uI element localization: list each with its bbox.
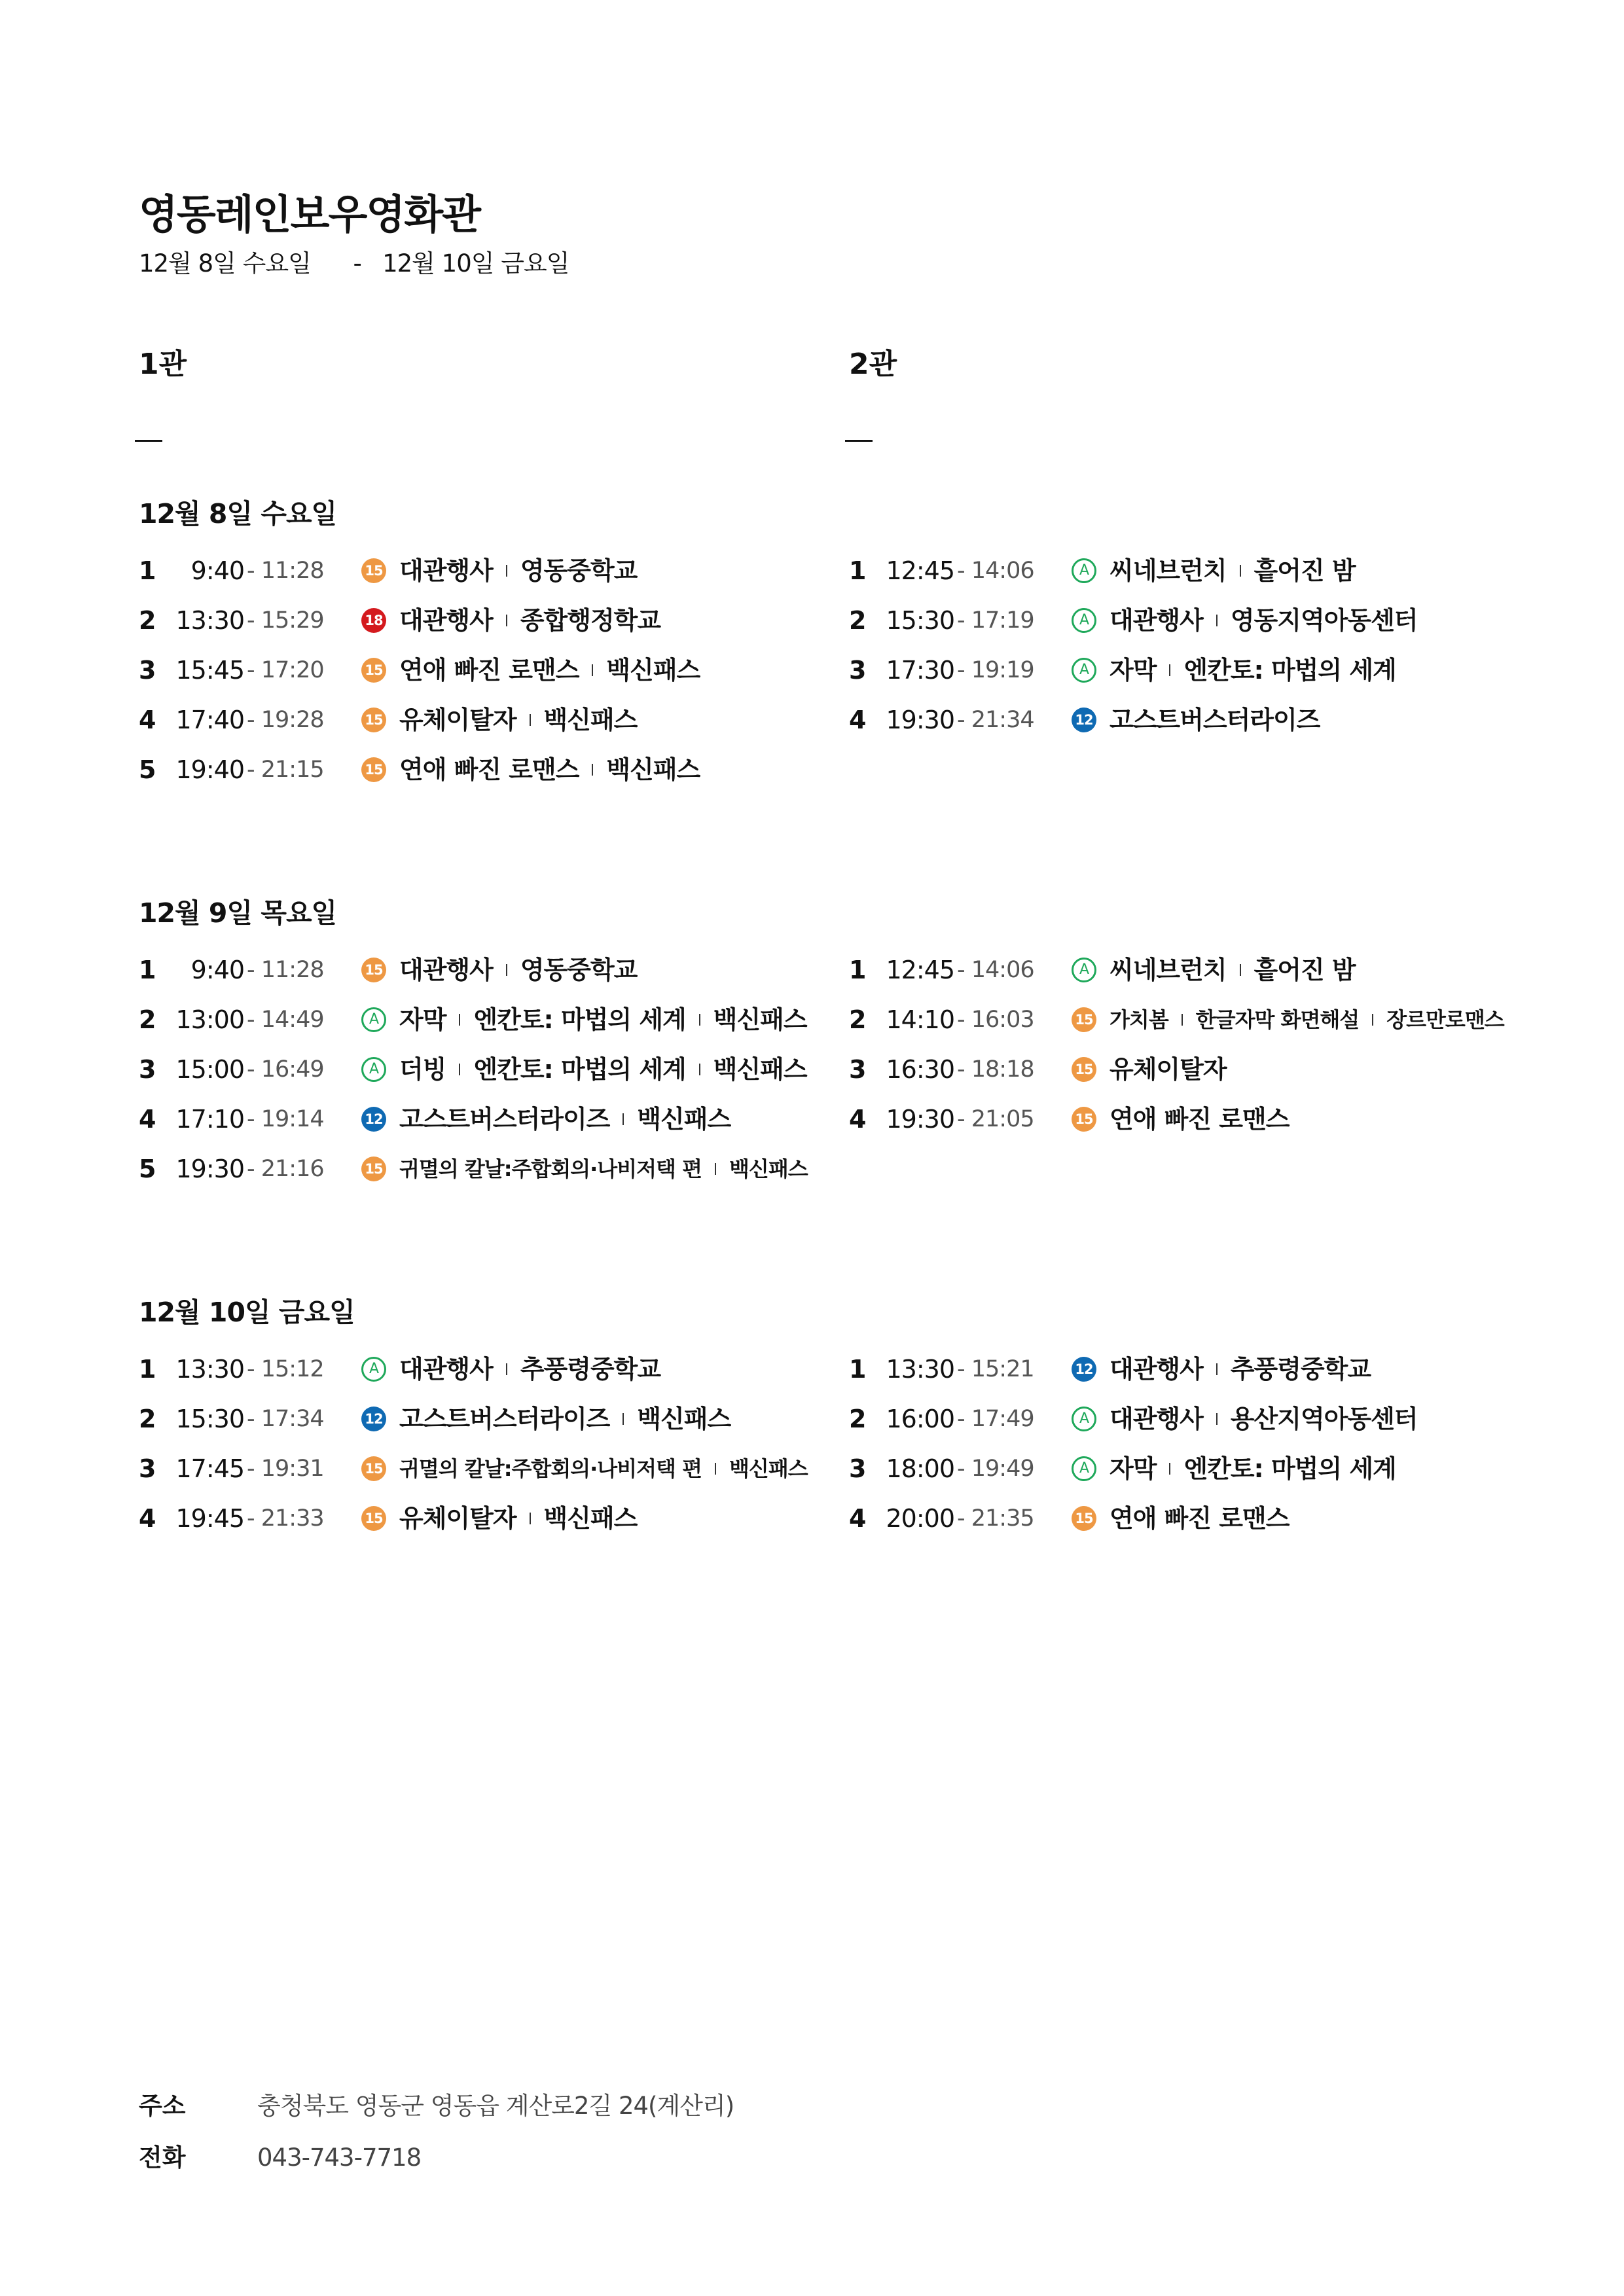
rating-15-icon: 15 xyxy=(1072,1107,1096,1132)
rating-15-icon: 15 xyxy=(361,757,386,782)
start-time: 13:30 xyxy=(886,1355,954,1384)
rating-all-icon: A xyxy=(361,1357,386,1382)
start-time: 19:30 xyxy=(886,706,954,734)
period-end: 12월 10일 금요일 xyxy=(382,249,569,278)
start-time: 16:30 xyxy=(886,1055,954,1084)
day-title: 12월 8일 수요일 xyxy=(139,498,337,529)
screening-title: 유체이탈자 xyxy=(399,706,516,734)
start-time: 19:30 xyxy=(175,1155,244,1183)
screening-title: 씨네브런치 xyxy=(1110,556,1227,585)
separator xyxy=(1240,964,1241,976)
rating-all-icon: A xyxy=(1072,1456,1096,1481)
rating-all-icon: A xyxy=(1072,958,1096,982)
screening-number: 2 xyxy=(849,606,867,635)
screening-number: 2 xyxy=(849,1005,867,1034)
rating-all-icon: A xyxy=(1072,658,1096,683)
start-time: 15:45 xyxy=(175,656,244,685)
screening-note: 영동중학교 xyxy=(520,956,638,984)
separator xyxy=(506,565,507,577)
rating-15-icon: 15 xyxy=(1072,1007,1096,1032)
screening-number: 4 xyxy=(139,706,156,734)
screening-row xyxy=(139,1500,637,1537)
rating-all-icon: A xyxy=(361,1007,386,1032)
screening-number: 3 xyxy=(139,656,156,685)
separator xyxy=(1372,1014,1373,1026)
screening-title: 대관행사 xyxy=(1110,1405,1203,1433)
end-time: - 21:35 xyxy=(957,1505,1034,1532)
screening-note: 백신패스 xyxy=(637,1105,731,1134)
end-time: - 15:21 xyxy=(957,1356,1034,1382)
screening-number: 5 xyxy=(139,1155,156,1183)
screening-number: 5 xyxy=(139,755,156,784)
rating-15-icon: 15 xyxy=(361,708,386,732)
screening-row xyxy=(139,1001,807,1038)
screening-number: 1 xyxy=(849,1355,867,1384)
end-time: - 11:28 xyxy=(247,957,324,983)
end-time: - 14:49 xyxy=(247,1007,324,1033)
screening-note: 용산지역아동센터 xyxy=(1230,1405,1418,1433)
screening-title: 대관행사 xyxy=(399,956,493,984)
phone-label: 전화 xyxy=(139,2144,186,2172)
screening-number: 1 xyxy=(849,956,867,984)
start-time: 13:30 xyxy=(175,1355,244,1384)
end-time: - 16:03 xyxy=(957,1007,1034,1033)
screening-number: 1 xyxy=(849,556,867,585)
start-time: 19:40 xyxy=(175,755,244,784)
schedule-period xyxy=(139,247,569,280)
rating-15-icon: 15 xyxy=(361,1456,386,1481)
separator xyxy=(1169,1463,1170,1475)
end-time: - 15:12 xyxy=(247,1356,324,1382)
end-time: - 21:15 xyxy=(247,757,324,783)
separator xyxy=(506,964,507,976)
separator xyxy=(623,1113,624,1125)
screening-note: 추풍령중학교 xyxy=(520,1355,661,1384)
screening-number: 2 xyxy=(139,1405,156,1433)
screening-title: 연애 빠진 로맨스 xyxy=(399,755,579,784)
separator xyxy=(1216,615,1218,626)
screening-title: 대관행사 xyxy=(399,606,493,635)
screening-row xyxy=(849,1101,1289,1138)
start-time: 12:45 xyxy=(886,956,954,984)
screening-number: 3 xyxy=(849,656,867,685)
separator xyxy=(1240,565,1241,577)
screening-title: 대관행사 xyxy=(399,556,493,585)
start-time: 17:45 xyxy=(175,1454,244,1483)
rating-all-icon: A xyxy=(1072,1407,1096,1431)
rating-12-icon: 12 xyxy=(361,1107,386,1132)
start-time: 17:40 xyxy=(175,706,244,734)
rating-12-icon: 12 xyxy=(1072,1357,1096,1382)
screening-title: 연애 빠진 로맨스 xyxy=(1110,1504,1290,1533)
separator xyxy=(506,615,507,626)
end-time: - 21:16 xyxy=(247,1156,324,1182)
screening-note: 백신패스 xyxy=(713,1005,807,1034)
screening-title: 가치봄 xyxy=(1110,1007,1168,1032)
screening-number: 3 xyxy=(849,1454,867,1483)
screening-row xyxy=(139,952,637,988)
screening-note: 백신패스 xyxy=(637,1405,731,1433)
screening-row xyxy=(849,952,1356,988)
start-time: 16:00 xyxy=(886,1405,954,1433)
screening-number: 4 xyxy=(139,1105,156,1134)
screening-title: 귀멸의 칼날:주합회의·나비저택 편 xyxy=(399,1157,702,1181)
screening-row xyxy=(139,1051,807,1088)
screening-title: 자막 xyxy=(399,1005,446,1034)
screening-row xyxy=(139,702,637,738)
screening-title: 자막 xyxy=(1110,656,1157,685)
separator xyxy=(715,1463,716,1475)
screening-note: 종합행정학교 xyxy=(520,606,661,635)
separator xyxy=(530,714,531,726)
separator xyxy=(699,1064,700,1075)
screening-note: 영동지역아동센터 xyxy=(1230,606,1418,635)
phone-value: 043-743-7718 xyxy=(257,2144,422,2172)
screening-row xyxy=(139,1101,731,1138)
screening-number: 4 xyxy=(849,706,867,734)
period-start: 12월 8일 수요일 xyxy=(139,249,311,278)
separator xyxy=(623,1413,624,1425)
end-time: - 21:05 xyxy=(957,1106,1034,1132)
screening-title: 대관행사 xyxy=(1110,1355,1203,1384)
start-time: 20:00 xyxy=(886,1504,954,1533)
screening-title: 고스트버스터라이즈 xyxy=(399,1105,610,1134)
end-time: - 19:49 xyxy=(957,1456,1034,1482)
screening-note: 엔칸토: 마법의 세계 xyxy=(1183,1454,1396,1483)
end-time: - 19:19 xyxy=(957,657,1034,683)
separator xyxy=(1216,1363,1218,1375)
rating-15-icon: 15 xyxy=(361,1157,386,1181)
screening-title: 자막 xyxy=(1110,1454,1157,1483)
screening-row xyxy=(849,702,1320,738)
screening-row xyxy=(139,602,660,639)
screening-note: 엔칸토: 마법의 세계 xyxy=(1183,656,1396,685)
separator xyxy=(592,664,593,676)
screening-row xyxy=(139,751,700,788)
screening-note: 한글자막 화면해설 xyxy=(1195,1007,1360,1032)
period-separator: - xyxy=(353,249,361,278)
screening-row xyxy=(849,552,1356,589)
screening-note: 백신패스 xyxy=(543,1504,638,1533)
screening-title: 고스트버스터라이즈 xyxy=(399,1405,610,1433)
screening-number: 2 xyxy=(849,1405,867,1433)
rating-15-icon: 15 xyxy=(361,958,386,982)
day-title: 12월 9일 목요일 xyxy=(139,897,337,929)
end-time: - 21:34 xyxy=(957,707,1034,733)
separator xyxy=(592,764,593,776)
screening-row xyxy=(139,1151,808,1187)
start-time: 12:45 xyxy=(886,556,954,585)
screening-row xyxy=(139,652,700,689)
start-time: 17:30 xyxy=(886,656,954,685)
separator xyxy=(506,1363,507,1375)
start-time: 14:10 xyxy=(886,1005,954,1034)
rating-all-icon: A xyxy=(361,1057,386,1082)
screening-row xyxy=(849,1351,1371,1388)
rating-15-icon: 15 xyxy=(1072,1057,1096,1082)
screening-title: 더빙 xyxy=(399,1055,446,1084)
end-time: - 17:20 xyxy=(247,657,324,683)
screening-number: 2 xyxy=(139,1005,156,1034)
end-time: - 15:29 xyxy=(247,607,324,634)
hall-2-divider xyxy=(845,440,873,442)
screening-title: 씨네브런치 xyxy=(1110,956,1227,984)
screening-number: 1 xyxy=(139,956,156,984)
screening-title: 연애 빠진 로맨스 xyxy=(399,656,579,685)
rating-15-icon: 15 xyxy=(1072,1506,1096,1531)
separator xyxy=(1182,1014,1183,1026)
end-time: - 19:31 xyxy=(247,1456,324,1482)
separator xyxy=(699,1014,700,1026)
rating-all-icon: A xyxy=(1072,608,1096,633)
separator xyxy=(459,1014,460,1026)
screening-number: 3 xyxy=(139,1454,156,1483)
screening-note: 백신패스 xyxy=(543,706,638,734)
screening-row xyxy=(849,1001,1504,1038)
hall-1-label: 1관 xyxy=(139,348,187,381)
screening-row xyxy=(849,1051,1227,1088)
screening-note: 흩어진 밤 xyxy=(1254,956,1356,984)
screening-row xyxy=(139,552,637,589)
end-time: - 17:34 xyxy=(247,1406,324,1432)
rating-12-icon: 12 xyxy=(361,1407,386,1431)
screening-note: 백신패스 xyxy=(713,1055,807,1084)
rating-15-icon: 15 xyxy=(361,558,386,583)
end-time: - 19:14 xyxy=(247,1106,324,1132)
screening-title: 유체이탈자 xyxy=(1110,1055,1227,1084)
screening-row xyxy=(849,1500,1289,1537)
start-time: 15:30 xyxy=(175,1405,244,1433)
screening-note: 백신패스 xyxy=(606,755,700,784)
screening-number: 4 xyxy=(849,1105,867,1134)
address-value: 충청북도 영동군 영동읍 계산로2길 24(계산리) xyxy=(257,2092,734,2120)
rating-15-icon: 15 xyxy=(361,658,386,683)
screening-note: 백신패스 xyxy=(729,1157,808,1181)
separator xyxy=(1216,1413,1218,1425)
start-time: 9:40 xyxy=(190,556,244,585)
start-time: 15:30 xyxy=(886,606,954,635)
rating-15-icon: 15 xyxy=(361,1506,386,1531)
screening-row xyxy=(849,602,1418,639)
separator xyxy=(459,1064,460,1075)
end-time: - 17:49 xyxy=(957,1406,1034,1432)
screening-title: 대관행사 xyxy=(1110,606,1203,635)
end-time: - 19:28 xyxy=(247,707,324,733)
separator xyxy=(1169,664,1170,676)
screening-number: 4 xyxy=(139,1504,156,1533)
screening-note: 백신패스 xyxy=(606,656,700,685)
screening-title: 귀멸의 칼날:주합회의·나비저택 편 xyxy=(399,1456,702,1481)
screening-number: 2 xyxy=(139,606,156,635)
screening-row xyxy=(849,1401,1418,1437)
screening-title: 연애 빠진 로맨스 xyxy=(1110,1105,1290,1134)
screening-row xyxy=(849,652,1396,689)
separator xyxy=(530,1513,531,1524)
start-time: 13:30 xyxy=(175,606,244,635)
end-time: - 14:06 xyxy=(957,957,1034,983)
screening-row xyxy=(849,1450,1396,1487)
hall-1-divider xyxy=(135,440,162,442)
screening-number: 4 xyxy=(849,1504,867,1533)
screening-row xyxy=(139,1401,731,1437)
screening-title: 대관행사 xyxy=(399,1355,493,1384)
start-time: 18:00 xyxy=(886,1454,954,1483)
screening-row xyxy=(139,1450,808,1487)
rating-all-icon: A xyxy=(1072,558,1096,583)
address-label: 주소 xyxy=(139,2092,186,2120)
start-time: 13:00 xyxy=(175,1005,244,1034)
end-time: - 14:06 xyxy=(957,558,1034,584)
screening-note: 흩어진 밤 xyxy=(1254,556,1356,585)
start-time: 19:45 xyxy=(175,1504,244,1533)
screening-number: 3 xyxy=(139,1055,156,1084)
screening-number: 1 xyxy=(139,1355,156,1384)
start-time: 9:40 xyxy=(190,956,244,984)
day-title: 12월 10일 금요일 xyxy=(139,1297,355,1328)
end-time: - 21:33 xyxy=(247,1505,324,1532)
screening-note: 추풍령중학교 xyxy=(1230,1355,1371,1384)
start-time: 15:00 xyxy=(175,1055,244,1084)
start-time: 17:10 xyxy=(175,1105,244,1134)
page-title: 영동레인보우영화관 xyxy=(139,190,480,238)
screening-row xyxy=(139,1351,660,1388)
separator xyxy=(715,1163,716,1175)
rating-12-icon: 12 xyxy=(1072,708,1096,732)
screening-number: 3 xyxy=(849,1055,867,1084)
hall-2-label: 2관 xyxy=(849,348,897,381)
screening-note: 엔칸토: 마법의 세계 xyxy=(473,1055,686,1084)
screening-note: 엔칸토: 마법의 세계 xyxy=(473,1005,686,1034)
end-time: - 16:49 xyxy=(247,1056,324,1083)
end-time: - 18:18 xyxy=(957,1056,1034,1083)
screening-title: 고스트버스터라이즈 xyxy=(1110,706,1320,734)
end-time: - 17:19 xyxy=(957,607,1034,634)
screening-note: 장르만로맨스 xyxy=(1386,1007,1504,1032)
screening-note: 백신패스 xyxy=(729,1456,808,1481)
screening-note: 영동중학교 xyxy=(520,556,638,585)
screening-number: 1 xyxy=(139,556,156,585)
end-time: - 11:28 xyxy=(247,558,324,584)
start-time: 19:30 xyxy=(886,1105,954,1134)
rating-18-icon: 18 xyxy=(361,608,386,633)
screening-title: 유체이탈자 xyxy=(399,1504,516,1533)
